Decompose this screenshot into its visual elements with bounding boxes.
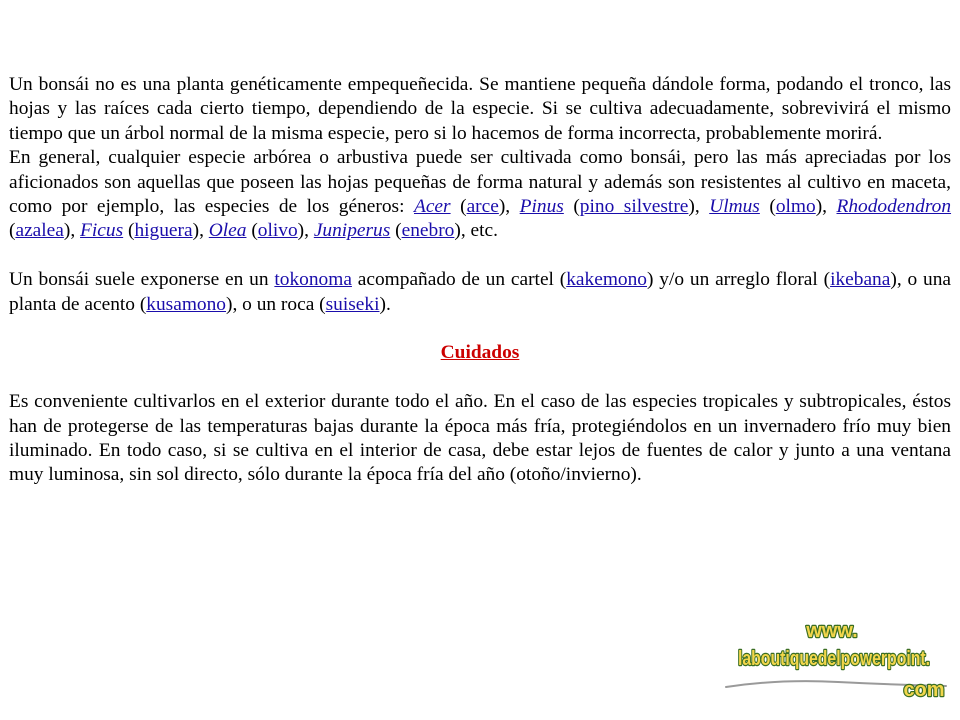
paragraph-display bbox=[9, 268, 951, 317]
logo-text-domain: laboutiquedelpowerpoint. bbox=[738, 648, 930, 670]
genus-link-2[interactable]: Ulmus bbox=[709, 196, 760, 218]
display-text-3: ) y/o un arreglo floral ( bbox=[647, 269, 831, 291]
paragraph-spacer bbox=[9, 244, 951, 268]
paragraph-species bbox=[9, 146, 951, 244]
kusamono-link[interactable]: kusamono bbox=[146, 293, 226, 315]
paragraph-spacer bbox=[9, 317, 951, 341]
genus-link-6[interactable]: Juniperus bbox=[313, 220, 391, 242]
paragraph-care: Es conveniente cultivarlos en el exterior durante todo el año. En el caso de las especies tropicales y subtropicales, éstos han de protegerse de las temperaturas bajas durante la época más fría, protegiéndolos en un invernadero frío muy bien iluminado. En todo caso, si se cultiva en el interior de casa, debe estar lejos de fuentes de calor y junto a una ventana muy luminosa, sin sol directo, sólo durante la época fría del año (otoño/invierno). bbox=[9, 391, 951, 486]
common-name-link-2[interactable]: olmo bbox=[775, 196, 816, 218]
genus-link-1[interactable]: Pinus bbox=[519, 196, 564, 218]
genus-link-5[interactable]: Olea bbox=[208, 220, 247, 242]
display-text-2: acompañado de un cartel ( bbox=[351, 269, 567, 291]
display-text-6: ). bbox=[379, 293, 391, 315]
suiseki-link[interactable]: suiseki bbox=[325, 293, 380, 315]
species-intro-text: En general, cualquier especie arbórea o arbustiva puede ser cultivada como bonsái, pero las más apreciadas por los aficionados son aquellas que poseen las hojas pequeñas de forma natural y además son resistentes al cultivo en maceta, como por ejemplo, las especies de los géneros: bbox=[9, 147, 951, 218]
tokonoma-link[interactable]: tokonoma bbox=[274, 269, 352, 291]
common-name-link-3[interactable]: azalea bbox=[15, 220, 64, 242]
common-name-link-0[interactable]: arce bbox=[466, 196, 499, 218]
paragraph-spacer bbox=[9, 366, 951, 390]
display-text-5: ), o un roca ( bbox=[226, 293, 326, 315]
logo-text-com: com bbox=[903, 679, 945, 701]
logo-text-www: www. bbox=[806, 620, 858, 642]
document-body bbox=[9, 73, 951, 488]
ikebana-link[interactable]: ikebana bbox=[830, 269, 891, 291]
genus-link-0[interactable]: Acer bbox=[413, 196, 451, 218]
display-text-4: ), o una planta de acento ( bbox=[9, 269, 951, 315]
common-name-link-1[interactable]: pino silvestre bbox=[579, 196, 689, 218]
section-heading-cuidados: Cuidados bbox=[440, 342, 520, 364]
genera-list: Acer (arce), Pinus (pino silvestre), Ulmus (olmo), Rhododendron (azalea), Ficus (higuera), Olea (olivo), Juniperus (enebro) bbox=[9, 196, 952, 242]
display-text-1: Un bonsái suele exponerse en un bbox=[9, 269, 275, 291]
common-name-link-4[interactable]: higuera bbox=[134, 220, 193, 242]
genus-link-4[interactable]: Ficus bbox=[80, 220, 124, 242]
paragraph-intro: Un bonsái no es una planta genéticamente empequeñecida. Se mantiene pequeña dándole forma, podando el tronco, las hojas y las raíces cada cierto tiempo, dependiendo de la especie. Si se cultiva adecuadamente, sobrevivirá el mismo tiempo que un árbol normal de la misma especie, pero si lo hacemos de forma incorrecta, probablemente morirá. bbox=[9, 74, 951, 144]
logo-graphic bbox=[718, 620, 950, 702]
site-logo bbox=[718, 620, 950, 702]
kakemono-link[interactable]: kakemono bbox=[566, 269, 647, 291]
species-ending-text: , etc. bbox=[460, 220, 498, 242]
genus-link-3[interactable]: Rhododendron bbox=[836, 196, 952, 218]
common-name-link-6[interactable]: enebro bbox=[401, 220, 455, 242]
common-name-link-5[interactable]: olivo bbox=[257, 220, 298, 242]
